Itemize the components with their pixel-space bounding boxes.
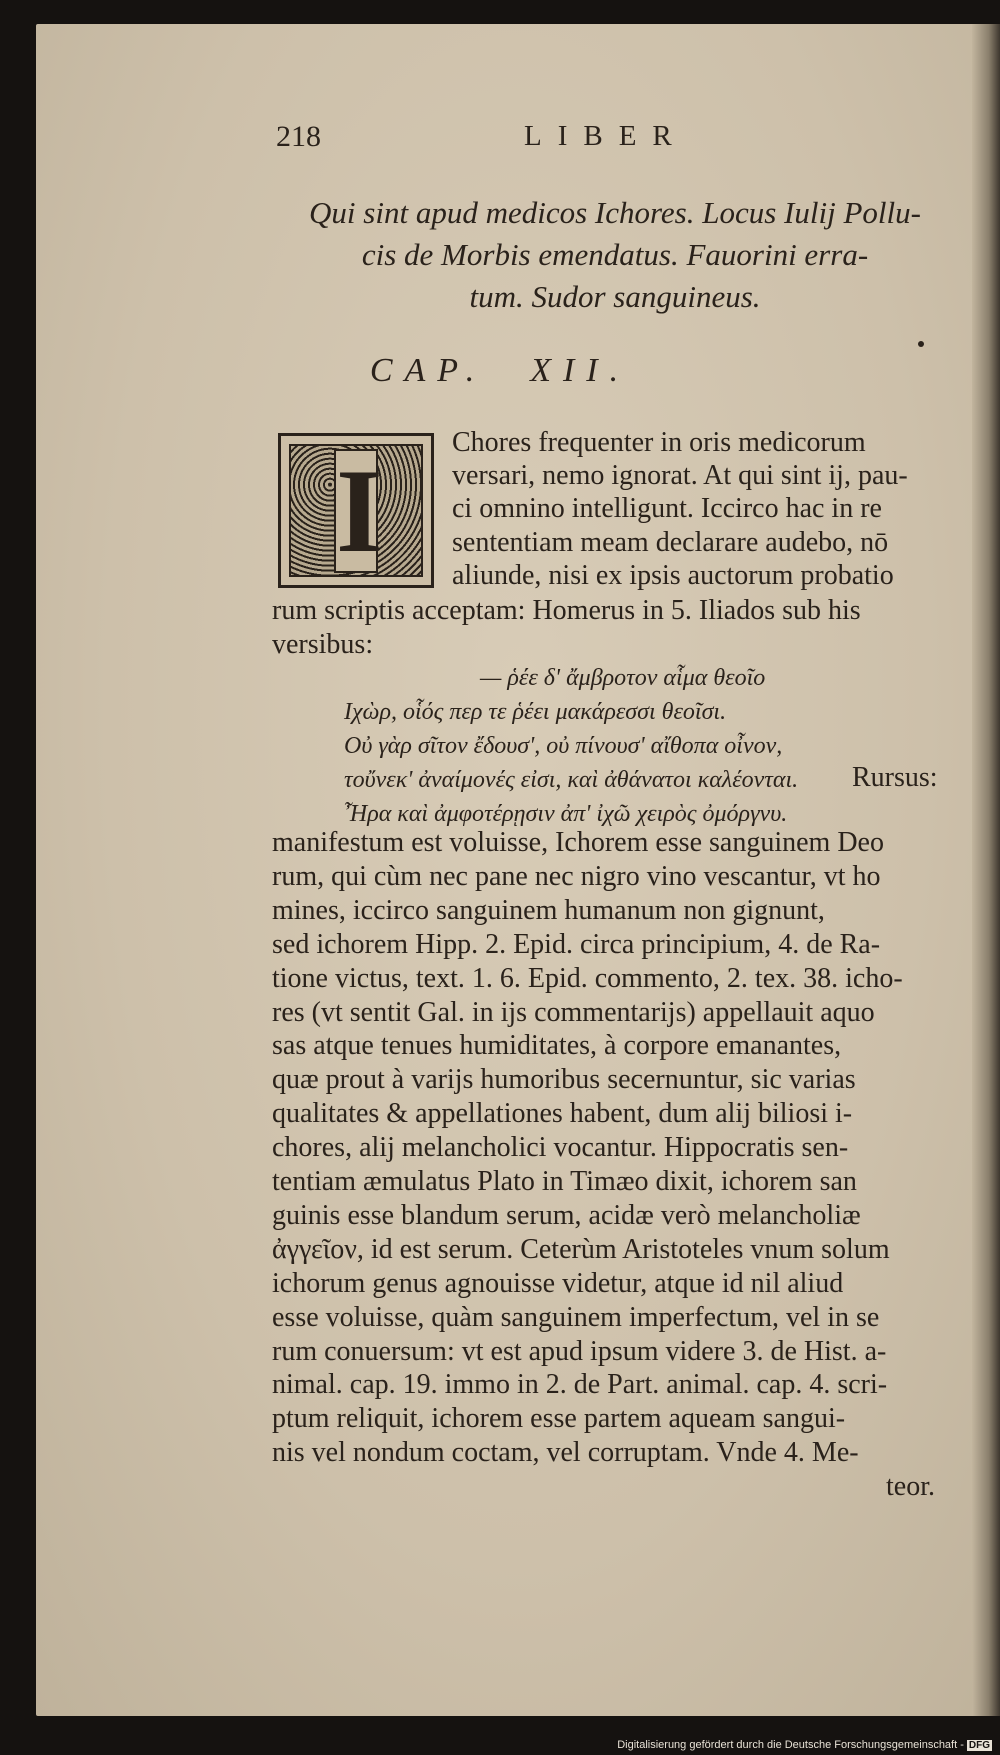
text-line: guinis esse blandum serum, acidæ verò melancholiæ: [272, 1200, 861, 1231]
text-line: Chores frequenter in oris medicorum: [452, 427, 866, 458]
footer-credit: [617, 1739, 992, 1751]
text-line: ἀγγεῖον, id est serum. Ceterùm Aristoteles vnum solum: [272, 1234, 890, 1265]
text-line: rum conuersum: vt est apud ipsum videre 3. de Hist. a-: [272, 1336, 887, 1367]
text-line: rum, qui cùm nec pane nec nigro vino vescantur, vt ho: [272, 861, 881, 892]
chapter-number: XII.: [530, 352, 631, 389]
text-line: manifestum est voluisse, Ichorem esse sanguinem Deo: [272, 827, 884, 858]
chapter-title-line: tum. Sudor sanguineus.: [469, 279, 761, 314]
text-line: res (vt sentit Gal. in ijs commentarijs) appellauit aquo: [272, 997, 875, 1028]
dfg-badge: DFG: [968, 1740, 990, 1751]
text-line: tentiam æmulatus Plato in Timæo dixit, ichorem san: [272, 1166, 857, 1197]
text-line: mines, iccirco sanguinem humanum non gignunt,: [272, 895, 825, 926]
text-line: chores, alij melancholici vocantur. Hippocratis sen-: [272, 1132, 849, 1163]
running-head: LIBER: [524, 120, 688, 152]
text-line: ichorum genus agnouisse videtur, atque id nil aliud: [272, 1268, 844, 1299]
catchword: teor.: [886, 1471, 935, 1502]
chapter-title: [265, 192, 965, 318]
greek-verse-line: Ἦρα καὶ ἀμφοτέρῃσιν ἀπ' ἰχῶ χειρὸς ὀμόργνυ.: [344, 801, 788, 827]
chapter-cap: CAP.: [369, 352, 487, 389]
text-line: ci omnino intelligunt. Iccirco hac in re: [452, 493, 882, 524]
text-line: versibus:: [272, 629, 374, 660]
text-line: nis vel nondum coctam, vel corruptam. Vnde 4. Me-: [272, 1437, 859, 1468]
initial-ornament: [289, 444, 423, 577]
page-gutter: [972, 24, 1000, 1716]
text-line: esse voluisse, quàm sanguinem imperfectum, vel in se: [272, 1302, 880, 1333]
text-line: sententiam meam declarare audebo, nō: [452, 527, 889, 558]
text-line: qualitates & appellationes habent, dum alij biliosi i-: [272, 1098, 853, 1129]
chapter-title-line: Qui sint apud medicos Ichores. Locus Iulij Pollu-: [309, 195, 921, 230]
text-line: sed ichorem Hipp. 2. Epid. circa principium, 4. de Ra-: [272, 929, 881, 960]
text-line: aliunde, nisi ex ipsis auctorum probatio: [452, 560, 894, 591]
text-line: nimal. cap. 19. immo in 2. de Part. animal. cap. 4. scri-: [272, 1369, 888, 1400]
initial-letter: I: [336, 443, 383, 577]
decorated-initial: [278, 433, 434, 588]
footer-text: Digitalisierung gefördert durch die Deutsche Forschungsgemeinschaft -: [617, 1739, 964, 1751]
text-line: versari, nemo ignorat. At qui sint ij, pau-: [452, 460, 908, 491]
greek-verse-line: Οὐ γὰρ σῖτον ἔδουσ', οὐ πίνουσ' αἴθοπα οἶνον,: [344, 733, 783, 759]
text-line: quæ prout à varijs humoribus secernuntur, sic varias: [272, 1064, 856, 1095]
greek-verse-line: Ιχὼρ, οἷός περ τε ῥέει μακάρεσσι θεοῖσι.: [344, 699, 727, 725]
page-header: [0, 120, 1000, 160]
text-line: tione victus, text. 1. 6. Epid. commento, 2. tex. 38. icho-: [272, 963, 903, 994]
greek-verse-line: — ῥέε δ' ἄμβροτον αἷμα θεοῖο: [480, 665, 766, 691]
greek-verse-line: τοὔνεκ' ἀναίμονές εἰσι, καὶ ἀθάνατοι καλέονται.: [344, 767, 799, 793]
page-number: 218: [276, 120, 321, 153]
chapter-title-line: cis de Morbis emendatus. Fauorini erra-: [361, 237, 869, 272]
chapter-label: [0, 352, 1000, 390]
text-line: ptum reliquit, ichorem esse partem aqueam sangui-: [272, 1403, 846, 1434]
text-line: sas atque tenues humiditates, à corpore emanantes,: [272, 1030, 842, 1061]
text-line: rum scriptis acceptam: Homerus in 5. Iliados sub his: [272, 595, 861, 626]
text-line: Rursus:: [852, 762, 938, 793]
ink-speck: [918, 341, 924, 347]
